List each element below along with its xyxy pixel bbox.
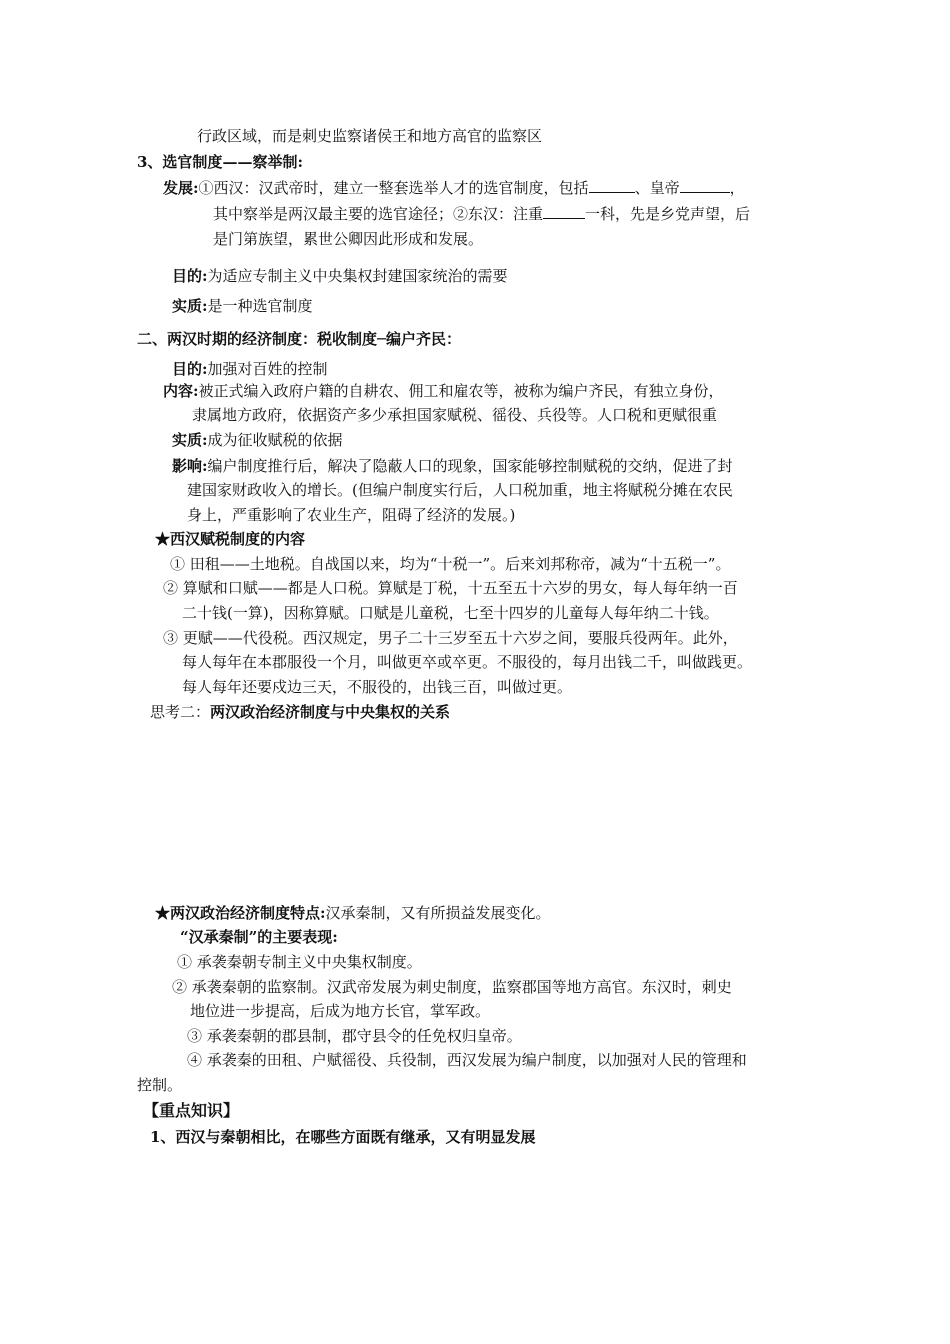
label-thinking-two: 思考二：: [150, 703, 211, 721]
line-supervision-region: 行政区域，而是刺史监察诸侯王和地方高官的监察区: [197, 127, 543, 145]
line-essence-2: [172, 430, 343, 450]
list-item-supervision-cont: 地位进一步提高，后成为地方长官，掌军政。: [190, 1002, 491, 1020]
heading-economic-system: 二、两汉时期的经济制度：税收制度─编户齐民：: [137, 330, 462, 348]
line-purpose-1: [172, 266, 508, 286]
label-essence: 实质:: [172, 297, 208, 315]
line-impact-end: 身上，严重影响了农业生产，阻碍了经济的发展。): [187, 506, 516, 524]
list-item-service-tax-end: 每人每年还要戍边三天，不服役的，出钱三百，叫做过更。: [182, 678, 573, 696]
line-development-end: 是门第族望，累世公卿因此形成和发展。: [213, 230, 484, 248]
text-characteristics: 汉承秦制，又有所损益发展变化。: [325, 904, 551, 922]
text-development-1: ①西汉：汉武帝时，建立一整套选举人才的选官制度，包括: [198, 179, 589, 197]
label-characteristics: ★两汉政治经济制度特点:: [155, 904, 326, 922]
list-item-prefecture: ③ 承袭秦朝的郡县制，郡守县令的任免权归皇帝。: [187, 1027, 522, 1045]
list-item-tax-system-cont: 控制。: [137, 1076, 183, 1094]
label-development: 发展:: [163, 179, 199, 197]
text-development-5: 一科，先是乡党声望，后: [585, 205, 751, 223]
list-item-service-tax-cont: 每人每年在本郡服役一个月，叫做更卒或卒更。不服役的，每月出钱二千，叫做践更。: [182, 653, 753, 671]
list-item-tax-system: ④ 承袭秦的田租、户赋徭役、兵役制，西汉发展为编户制度，以加强对人民的管理和: [187, 1051, 747, 1069]
list-item-centralization: ① 承袭秦朝专制主义中央集权制度。: [177, 953, 422, 971]
line-essence-1: [172, 296, 313, 316]
text-thinking-two: 两汉政治经济制度与中央集权的关系: [210, 703, 451, 721]
heading-han-inherits-qin: “汉承秦制”的主要表现:: [180, 928, 338, 946]
fill-blank-3: [543, 204, 585, 219]
list-item-service-tax: ③ 更赋——代役税。西汉规定，男子二十三岁至五十六岁之间，要服兵役两年。此外，: [163, 629, 738, 647]
line-impact: [172, 456, 733, 476]
text-development-4: 其中察举是两汉最主要的选官途径；②东汉：注重: [213, 205, 544, 223]
label-purpose: 目的:: [172, 267, 208, 285]
line-content: [163, 381, 724, 401]
list-item-land-tax: ① 田租——土地税。自战国以来，均为“十税一”。后来刘邦称帝，减为“十五税一”。: [170, 555, 731, 573]
fill-blank-1: [589, 178, 635, 193]
heading-official-selection: 3、选官制度——察举制:: [137, 153, 303, 171]
heading-key-knowledge: 【重点知识】: [143, 1101, 240, 1120]
line-development-cont: [213, 204, 750, 224]
line-characteristics: [155, 903, 551, 923]
text-purpose: 加强对百姓的控制: [207, 360, 328, 378]
label-essence: 实质:: [172, 431, 208, 449]
question-one: 1、西汉与秦朝相比，在哪些方面既有继承，又有明显发展: [150, 1128, 536, 1146]
text-development-3: ，: [729, 179, 745, 197]
list-item-supervision: ② 承袭秦朝的监察制。汉武帝发展为刺史制度，监察郡国等地方高官。东汉时，刺史: [172, 978, 732, 996]
text-impact: 编户制度推行后，解决了隐蔽人口的现象，国家能够控制赋税的交纳，促进了封: [207, 457, 733, 475]
list-item-poll-tax-cont: 二十钱(一算)，因称算赋。口赋是儿童税，七至十四岁的儿童每人每年纳二十钱。: [182, 604, 719, 622]
heading-tax-contents: ★西汉赋税制度的内容: [155, 530, 306, 548]
line-impact-cont: 建国家财政收入的增长。(但编户制度实行后，人口税加重，地主将赋税分摊在农民: [187, 481, 733, 499]
line-development: [163, 178, 745, 198]
text-essence: 是一种选官制度: [207, 297, 313, 315]
fill-blank-2: [680, 178, 730, 193]
line-thinking-two: [150, 702, 450, 722]
list-item-poll-tax: ② 算赋和口赋——都是人口税。算赋是丁税，十五至五十六岁的男女，每人每年纳一百: [163, 579, 738, 597]
label-purpose: 目的:: [172, 360, 208, 378]
line-purpose-2: [172, 359, 328, 379]
label-content: 内容:: [163, 382, 199, 400]
text-content: 被正式编入政府户籍的自耕农、佣工和雇农等，被称为编户齐民，有独立身份，: [198, 382, 724, 400]
text-development-2: 、皇帝: [634, 179, 680, 197]
label-impact: 影响:: [172, 457, 208, 475]
line-content-cont: 隶属地方政府，依据资产多少承担国家赋税、徭役、兵役等。人口税和更赋很重: [192, 406, 718, 424]
text-purpose: 为适应专制主义中央集权封建国家统治的需要: [207, 267, 508, 285]
text-essence: 成为征收赋税的依据: [207, 431, 343, 449]
